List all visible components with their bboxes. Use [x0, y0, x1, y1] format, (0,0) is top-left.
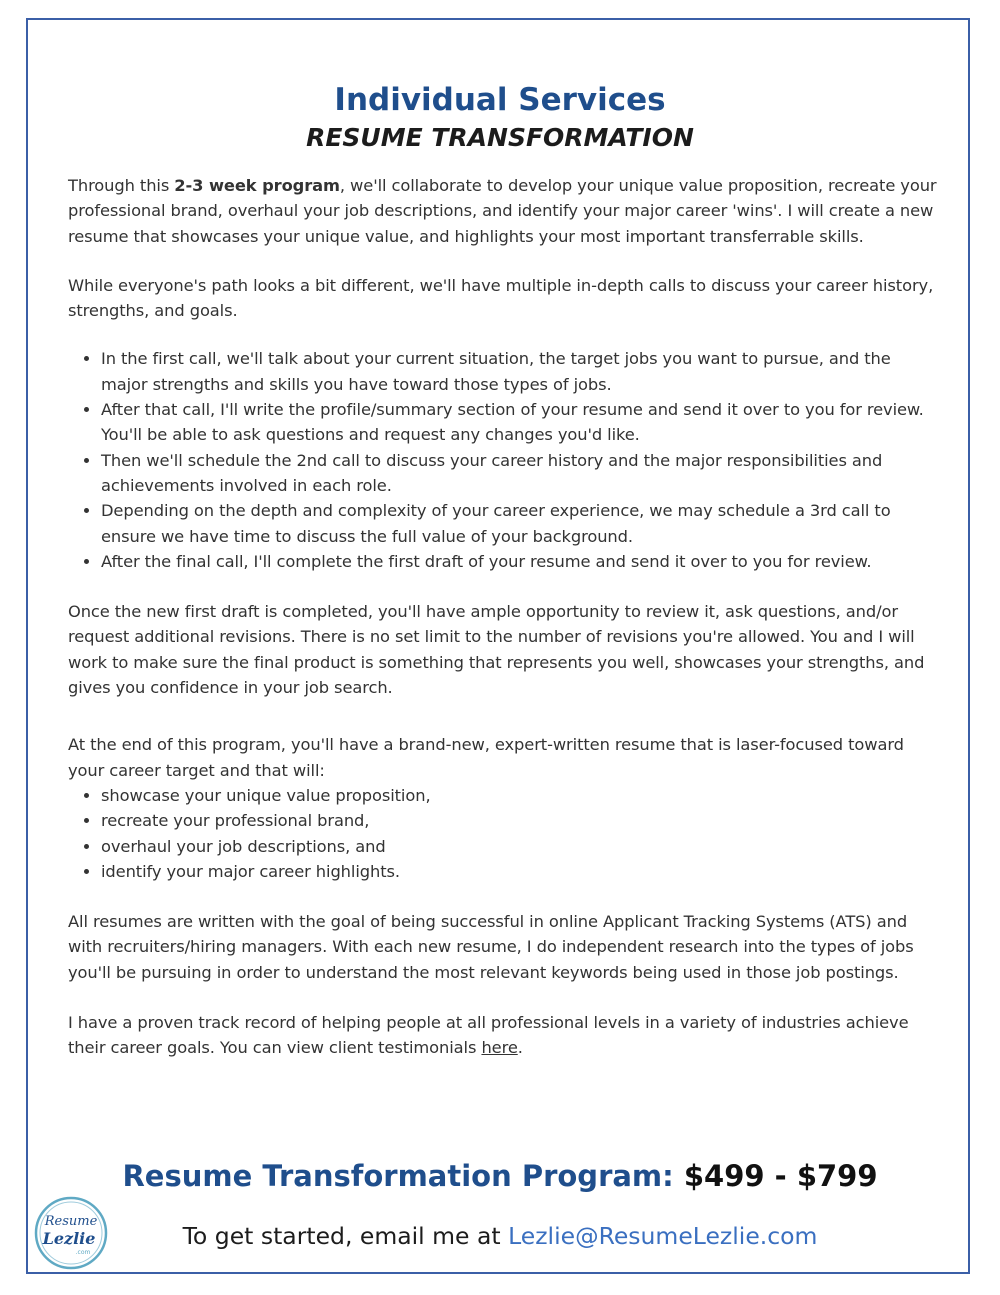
track-record-end: .: [517, 1038, 523, 1058]
ats-paragraph: All resumes are written with the goal of being successful in online Applicant Tracking Systems (ATS) and with recruiters/hiring managers. With each new resume, I do independent research into the types of jobs you'll be pursuing in order to understand the most relevant keywords being used in those job postings.: [68, 912, 914, 982]
page-title: Individual Services: [334, 82, 666, 118]
track-record-paragraph: [68, 1010, 938, 1061]
logo-line-3: .com: [75, 1249, 91, 1256]
process-step: • In the first call, we'll talk about your current situation, the target jobs you want to pursue, and the major strengths and skills you have toward those types of jobs.: [101, 346, 938, 397]
intro-text-start: Through this: [68, 176, 175, 195]
cta-text: To get started, email me at: [182, 1222, 501, 1250]
process-step: • Depending on the depth and complexity of your career experience, we may schedule a 3rd call to ensure we have time to discuss the full value of your background.: [101, 498, 938, 549]
page-subtitle: RESUME TRANSFORMATION: [306, 123, 694, 152]
outcome-list: [68, 783, 938, 884]
outcome-item: • showcase your unique value proposition,: [101, 783, 938, 808]
intro-paragraph: [68, 173, 938, 249]
process-step: • After that call, I'll write the profile/summary section of your resume and send it over to you for review. You'll be able to ask questions and request any changes you'd like.: [101, 397, 938, 448]
revisions-paragraph: Once the new first draft is completed, you'll have ample opportunity to review it, ask questions, and/or request additional revisions. There is no set limit to the number of revisions you're allowed. You and I will work to make sure the final product is something that represents you well, showcases your strengths, and gives you confidence in your job search.: [68, 602, 925, 698]
testimonials-link[interactable]: here: [481, 1038, 518, 1058]
track-record-text: I have a proven track record of helping people at all professional levels in a variety of industries achieve their career goals. You can view client testimonials: [68, 1013, 909, 1058]
contact-email-link[interactable]: Lezlie@ResumeLezlie.com: [508, 1222, 818, 1250]
call-to-action: [0, 1219, 1000, 1253]
process-step: • Then we'll schedule the 2nd call to discuss your career history and the major responsibilities and achievements involved in each role.: [101, 448, 938, 499]
pricing-line: [0, 1156, 1000, 1196]
program-duration: 2-3 week program: [174, 176, 340, 195]
intro-text-end: , we'll collaborate to develop your unique value proposition, recreate your professional brand, overhaul your job descriptions, and identify your major career 'wins'. I will create a new resume that showcases your unique value, and highlights your most important transferrable skills.: [68, 176, 937, 246]
program-name: Resume Transformation Program:: [122, 1159, 674, 1193]
process-steps-list: [68, 346, 938, 574]
resume-lezlie-logo: [33, 1195, 109, 1271]
path-paragraph: While everyone's path looks a bit different, we'll have multiple in-depth calls to discuss your career history, strengths, and goals.: [68, 275, 934, 321]
outcome-intro: At the end of this program, you'll have a brand-new, expert-written resume that is laser-focused toward your career target and that will:: [68, 735, 904, 780]
program-price: $499 - $799: [683, 1159, 878, 1193]
outcome-item: • identify your major career highlights.: [101, 859, 938, 884]
service-description: [68, 173, 938, 1061]
logo-line-2: Lezlie: [42, 1229, 96, 1248]
logo-line-1: Resume: [44, 1214, 98, 1229]
process-step: • After the final call, I'll complete the first draft of your resume and send it over to you for review.: [101, 549, 938, 574]
outcome-item: • overhaul your job descriptions, and: [101, 834, 938, 859]
outcome-item: • recreate your professional brand,: [101, 808, 938, 833]
